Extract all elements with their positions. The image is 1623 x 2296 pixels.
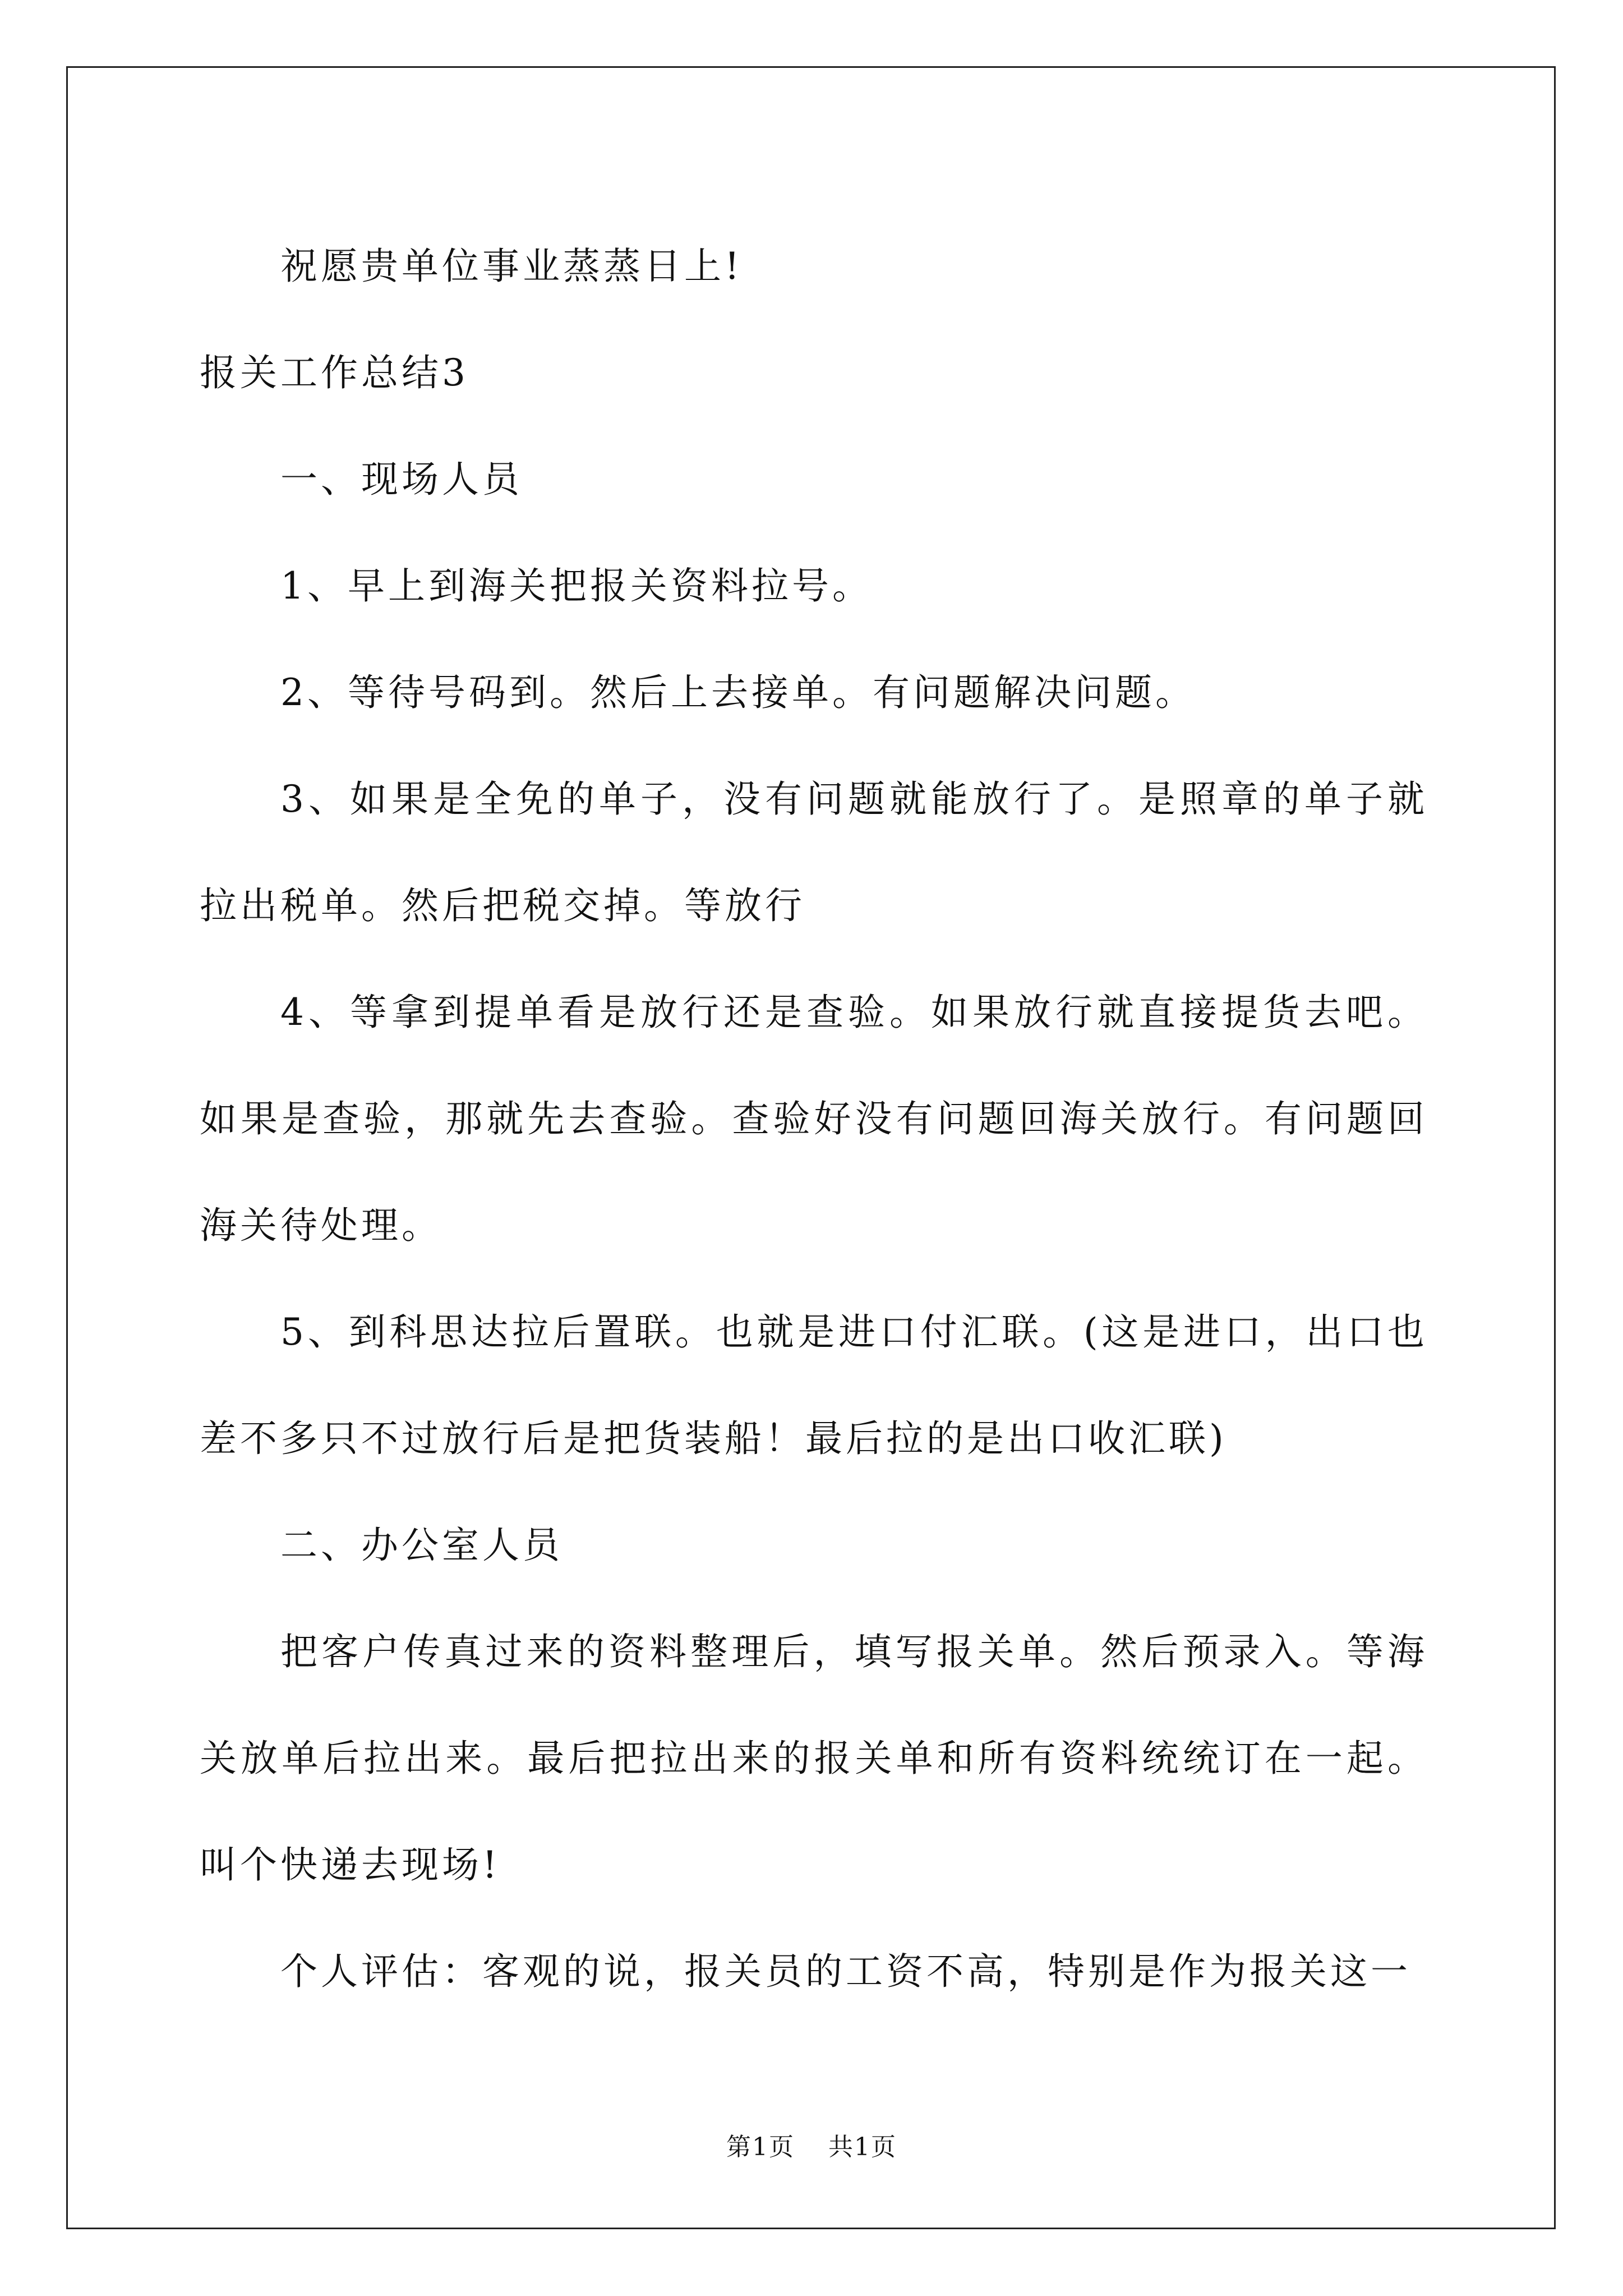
section-title: 报关工作总结3 <box>200 351 469 394</box>
page-number-total: 共1页 <box>828 2133 897 2161</box>
paragraph-personal-assessment: 个人评估：客观的说，报关员的工资不高，特别是作为报关这一 <box>280 1950 1411 1993</box>
document-body <box>200 213 1428 2025</box>
paragraph-step-3: 3、如果是全免的单子，没有问题就能放行了。是照章的单子就拉出税单。然后把税交掉。等放行 <box>200 777 1428 927</box>
page-footer <box>0 2131 1623 2164</box>
heading-office-staff: 二、办公室人员 <box>280 1524 563 1567</box>
paragraph-step-2: 2、等待号码到。然后上去接单。有问题解决问题。 <box>280 671 1196 714</box>
page-number-current: 第1页 <box>726 2133 795 2161</box>
paragraph-office-duties: 把客户传真过来的资料整理后，填写报关单。然后预录入。等海关放单后拉出来。最后把拉出来的报关单和所有资料统统订在一起。叫个快递去现场! <box>200 1630 1428 1887</box>
heading-onsite-staff: 一、现场人员 <box>280 458 523 501</box>
paragraph-step-5: 5、到科思达拉后置联。也就是进口付汇联。(这是进口，出口也差不多只不过放行后是把货装船！最后拉的是出口收汇联) <box>200 1310 1428 1460</box>
paragraph-step-4: 4、等拿到提单看是放行还是查验。如果放行就直接提货去吧。如果是查验，那就先去查验。查验好没有问题回海关放行。有问题回海关待处理。 <box>200 991 1428 1247</box>
paragraph-closing-wish: 祝愿贵单位事业蒸蒸日上! <box>280 245 743 288</box>
paragraph-step-1: 1、早上到海关把报关资料拉号。 <box>280 564 873 608</box>
